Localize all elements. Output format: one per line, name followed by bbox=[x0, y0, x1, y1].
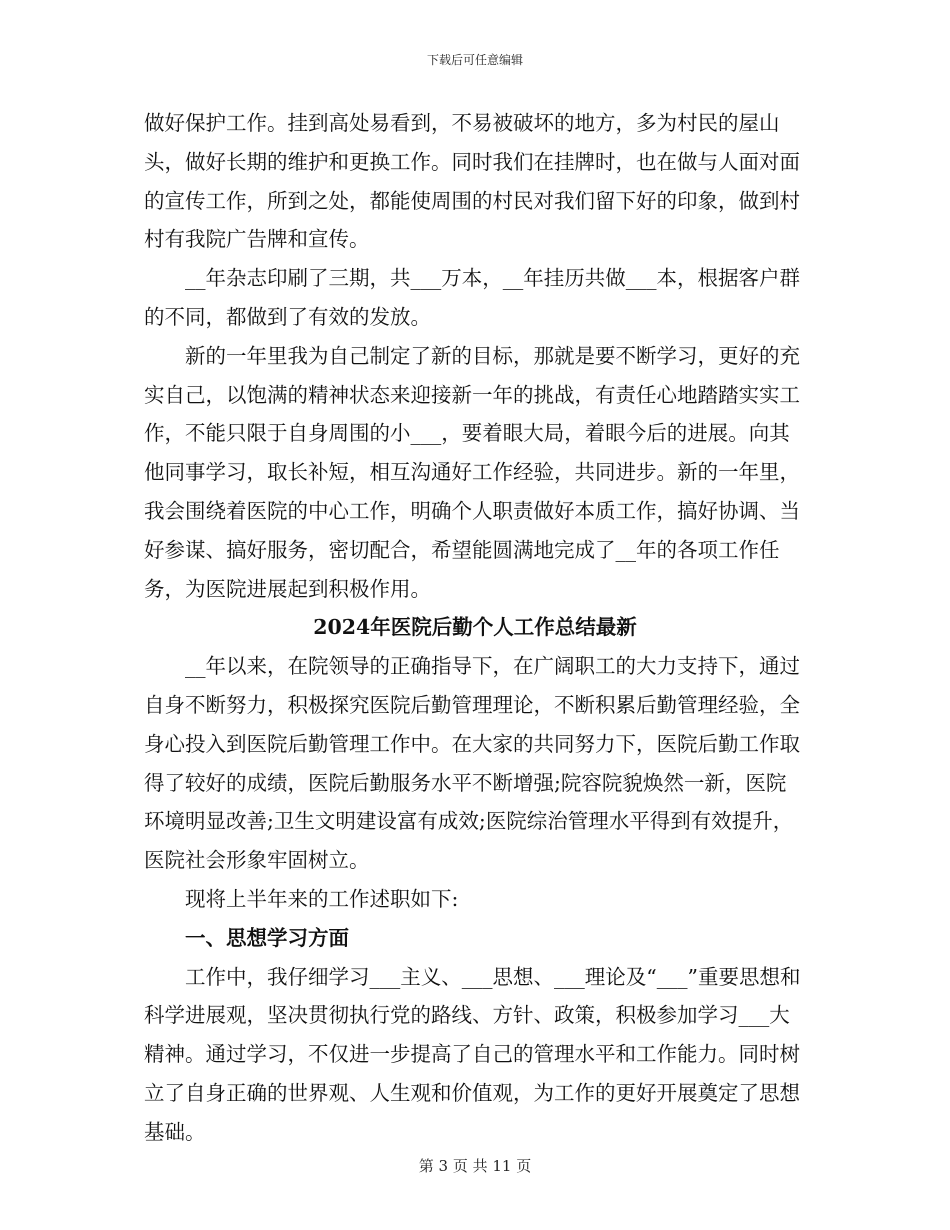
subheading-ideology-study: 一、思想学习方面 bbox=[185, 925, 349, 950]
paragraph-new-year-goals: 新的一年里我为自己制定了新的目标，那就是要不断学习，更好的充实自己，以饱满的精神状态来迎接新一年的挑战，有责任心地踏踏实实工作，不能只限于自身周围的小___，要着眼大局，着眼今后的进展。向其他同事学习，取长补短，相互沟通好工作经验，共同进步。新的一年里，我会围绕着医院的中心工作，明确个人职责做好本质工作，搞好协调、当好参谋、搞好服务，密切配合，希望能圆满地完成了__年的各项工作任务，为医院进展起到积极作用。 bbox=[144, 343, 800, 601]
paragraph-magazine: __年杂志印刷了三期，共___万本，__年挂历共做___本，根据客户群的不同，都做到了有效的发放。 bbox=[144, 266, 800, 329]
page-number: 第 3 页 共 11 页 bbox=[418, 1157, 532, 1175]
paragraph-study: 工作中，我仔细学习___主义、___思想、___理论及“___”重要思想和科学进展观，坚决贯彻执行党的路线、方针、政策，积极参加学习___大精神。通过学习，不仅进一步提高了自己的管理水平和工作能力。同时树立了自身正确的世界观、人生观和价值观，为工作的更好开展奠定了思想基础。 bbox=[144, 964, 801, 1144]
paragraph-continued: 做好保护工作。挂到高处易看到，不易被破坏的地方，多为村民的屋山头，做好长期的维护和更换工作。同时我们在挂牌时，也在做与人面对面的宣传工作，所到之处，都能使周围的村民对我们留下好的印象，做到村村有我院广告牌和宣传。 bbox=[144, 111, 800, 252]
page-header: 下载后可任意编辑 bbox=[426, 53, 523, 67]
paragraph-intro: __年以来，在院领导的正确指导下，在广阔职工的大力支持下，通过自身不断努力，积极探究医院后勤管理理论，不断积累后勤管理经验，全身心投入到医院后勤管理工作中。在大家的共同努力下，医院后勤工作取得了较好的成绩，医院后勤服务水平不断增强;院容院貌焕然一新，医院环境明显改善;卫生文明建设富有成效;医院综治管理水平得到有效提升，医院社会形象牢固树立。 bbox=[144, 654, 800, 873]
document-body bbox=[144, 104, 806, 1152]
paragraph-report-lead: 现将上半年来的工作述职如下: bbox=[185, 886, 459, 911]
section-title: 2024年医院后勤个人工作总结最新 bbox=[313, 615, 637, 640]
